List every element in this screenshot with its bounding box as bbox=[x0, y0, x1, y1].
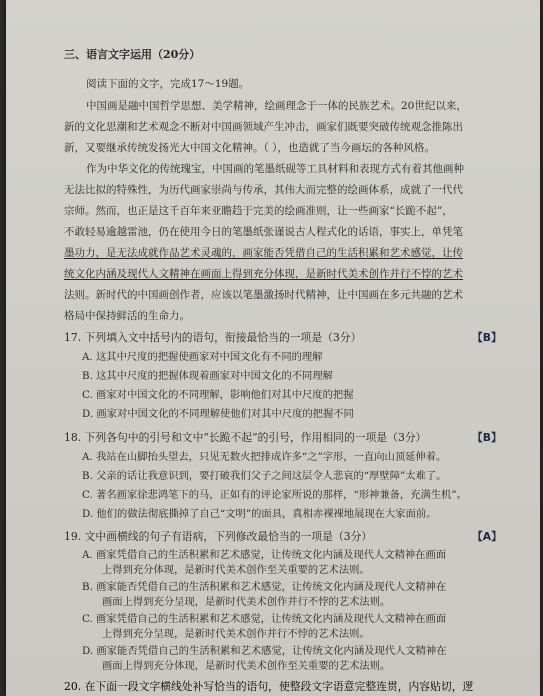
question-17-option-a: A. 这其中尺度的把握使画家对中国文化有不同的理解 bbox=[82, 351, 323, 363]
question-18-option-c: C. 著名画家徐悲鸿笔下的马，正如有的评论家所说的那样，“形神兼备，充满生机”。 bbox=[82, 489, 467, 501]
passage-line: 法则。新时代的中国画创作者，应该以笔墨激扬时代精神，让中国画在多元共融的艺术 bbox=[64, 289, 463, 301]
question-19-option-c-cont: 上得到充分呈现，是新时代美术创作并行不悖的艺术法则。 bbox=[102, 628, 370, 640]
exam-page bbox=[6, 0, 540, 696]
reading-instructions: 阅读下面的文字，完成17～19题。 bbox=[86, 78, 250, 90]
question-19-option-b-cont: 画面上得到充分呈现，是新时代美术创作并行不悖的艺术法则。 bbox=[102, 596, 391, 608]
question-17-stem: 17. 下列填入文中括号内的语句，衔接最恰当的一项是（3分） bbox=[64, 331, 362, 344]
question-19-option-a-cont: 上得到充分体现，是新时代美术创作至关重要的艺术法则。 bbox=[102, 564, 370, 576]
question-19-option-d: D. 画家能否凭借自己的生活积累和艺术感觉，让传统文化内涵及现代人文精神在 bbox=[82, 645, 447, 657]
passage-line: 无法比拟的特殊性，为历代画家崇尚与传承，其伟大而完整的绘画体系，成就了一代代 bbox=[64, 184, 463, 196]
question-17-option-c: C. 画家对中国文化的不同理解，影响他们对其中尺度的把握 bbox=[82, 389, 354, 401]
passage-line-underlined: 墨功力，是无法成就作品艺术灵魂的，画家能否凭借自己的生活积累和艺术感觉，让传 bbox=[64, 247, 463, 259]
passage-line: 作为中华文化的传统瑰宝，中国画的笔墨纸砚等工具材料和表现方式有着其他画种 bbox=[86, 163, 464, 175]
passage-line: 新的文化思潮和艺术观念不断对中国画领域产生冲击，画家们既要突破传统观念推陈出 bbox=[64, 121, 463, 133]
question-18-option-a: A. 我站在山脚抬头望去，只见无数火把排成许多“之”字形，一直向山顶延伸着。 bbox=[82, 451, 447, 463]
question-18-stem: 18. 下列各句中的引号和文中“长跪不起”的引号，作用相同的一项是（3分） bbox=[64, 431, 427, 444]
question-18-answer: 【B】 bbox=[472, 431, 502, 444]
passage-line: 中国画是融中国哲学思想、美学精神，绘画理念于一体的民族艺术。20世纪以来， bbox=[86, 100, 467, 112]
question-19-option-a: A. 画家凭借自己的生活积累和艺术感觉，让传统文化内涵及现代人文精神在画面 bbox=[82, 549, 447, 561]
question-19-option-b: B. 画家能否凭借自己的生活积累和艺术感觉，让传统文化内涵及现代人文精神在 bbox=[82, 581, 447, 593]
question-17-answer: 【B】 bbox=[472, 331, 502, 344]
question-19-stem: 19. 文中画横线的句子有语病，下列修改最恰当的一项是（3分） bbox=[64, 530, 373, 543]
question-18-option-b: B. 父亲的话让我意识到，要打破我们父子之间这层令人悲哀的“厚壁障”太难了。 bbox=[82, 470, 447, 482]
passage-line: 不敢轻易逾越雷池，仍在使用今日的笔墨纸张谨说古人程式化的话语，事实上，单凭笔 bbox=[64, 226, 463, 238]
passage-line: 宗师。然而，也正是这千百年来亚瞻趋于完美的绘画准则，让一些画家“长跪不起”， bbox=[64, 205, 453, 217]
question-19-option-c: C. 画家凭借自己的生活积累和艺术感觉，让传统文化内涵及现代人文精神在画面 bbox=[82, 613, 447, 625]
question-19-answer: 【A】 bbox=[472, 530, 502, 543]
passage-line: 格局中保持鲜活的生命力。 bbox=[64, 310, 190, 322]
question-18-option-d: D. 他们的做法彻底撕掉了自己“文明”的面具，真相赤裸裸地展现在大家面前。 bbox=[82, 508, 437, 520]
section-heading: 三、语言文字运用（20分） bbox=[64, 48, 201, 61]
passage-line-underlined: 统文化内涵及现代人文精神在画面上得到充分体现，是新时代美术创作并行不悖的艺术 bbox=[64, 268, 463, 280]
question-17-option-b: B. 这其中尺度的把握体现着画家对中国文化的不同理解 bbox=[82, 370, 333, 382]
question-19-option-d-cont: 画面上得到充分体现，是新时代美术创作至关重要的艺术法则。 bbox=[102, 660, 391, 672]
question-20-stem: 20. 在下面一段文字横线处补写恰当的语句，使整段文字语意完整连贯，内容贴切，逻 bbox=[64, 680, 474, 693]
question-17-option-d: D. 画家对中国文化的不同理解使他们对其中尺度的把握不同 bbox=[82, 408, 354, 420]
passage-line: 新，又要继承传统发扬光大中国文化精神。（ ），也造就了当今画坛的各种风格。 bbox=[64, 142, 435, 154]
